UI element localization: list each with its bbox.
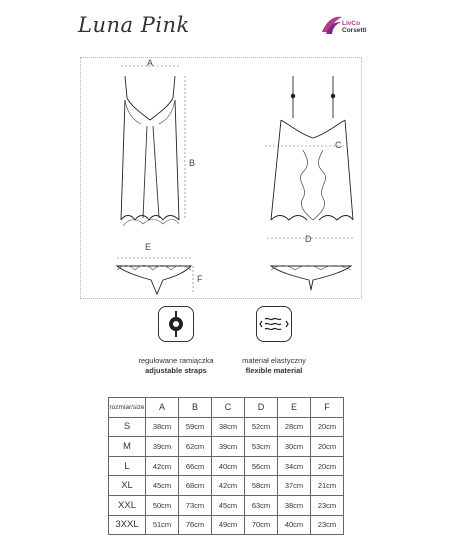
table-cell: 39cm — [146, 437, 179, 457]
table-cell: 42cm — [212, 476, 245, 496]
table-cell: 42cm — [146, 456, 179, 476]
table-cell: 68cm — [179, 476, 212, 496]
front-thong — [117, 266, 191, 294]
size-label: 3XXL — [109, 515, 146, 535]
size-label: M — [109, 437, 146, 457]
table-cell: 21cm — [311, 476, 344, 496]
size-label: S — [109, 417, 146, 437]
feature-label-pl: materiał elastyczny — [242, 356, 306, 365]
table-row — [109, 515, 344, 535]
feature-label-en: adjustable straps — [145, 366, 207, 375]
table-cell: 37cm — [278, 476, 311, 496]
brand-wing-icon — [320, 14, 344, 36]
front-ribbon-left — [143, 126, 147, 218]
elastic-material-icon — [256, 306, 292, 342]
table-cell: 23cm — [311, 515, 344, 535]
table-cell: 59cm — [179, 417, 212, 437]
table-cell: 53cm — [245, 437, 278, 457]
table-cell: 20cm — [311, 437, 344, 457]
dim-label-c: C — [335, 140, 342, 150]
feature-flexible-material — [214, 306, 334, 376]
table-row — [109, 476, 344, 496]
brand-name-line1: LivCo — [342, 20, 361, 27]
table-cell: 20cm — [311, 417, 344, 437]
back-strap-slider-right — [331, 94, 335, 98]
front-ribbon-right — [153, 126, 159, 218]
table-cell: 30cm — [278, 437, 311, 457]
front-strap-right — [173, 76, 175, 98]
table-cell: 45cm — [212, 495, 245, 515]
table-cell: 52cm — [245, 417, 278, 437]
dim-label-f: F — [197, 274, 203, 284]
table-cell: 49cm — [212, 515, 245, 535]
garment-drawings — [81, 58, 361, 298]
dim-label-b: B — [189, 158, 196, 168]
table-cell: 76cm — [179, 515, 212, 535]
column-header: C — [212, 398, 245, 418]
column-header: A — [146, 398, 179, 418]
size-table — [108, 397, 344, 535]
dim-label-d: D — [305, 234, 312, 244]
table-cell: 51cm — [146, 515, 179, 535]
back-lace-panel — [300, 150, 325, 220]
table-cell: 50cm — [146, 495, 179, 515]
brand-logo — [320, 14, 380, 44]
feature-label-pl: regulowane ramiączka — [138, 356, 214, 365]
table-cell: 40cm — [278, 515, 311, 535]
table-row — [109, 417, 344, 437]
back-strap-slider-left — [291, 94, 295, 98]
feature-label-en: flexible material — [245, 366, 303, 375]
column-header: B — [179, 398, 212, 418]
product-title: Luna Pink — [78, 13, 190, 37]
front-strap-left — [125, 76, 127, 98]
size-table-header — [109, 398, 344, 418]
table-row — [109, 437, 344, 457]
adjustable-strap-icon — [158, 306, 194, 342]
table-cell: 23cm — [311, 495, 344, 515]
front-hem-scallop — [123, 220, 179, 227]
table-cell: 66cm — [179, 456, 212, 476]
size-table-corner: rozmiar/size — [109, 398, 146, 418]
table-cell: 34cm — [278, 456, 311, 476]
table-cell: 58cm — [245, 476, 278, 496]
table-row — [109, 495, 344, 515]
column-header: E — [278, 398, 311, 418]
table-cell: 70cm — [245, 515, 278, 535]
size-label: XL — [109, 476, 146, 496]
table-cell: 56cm — [245, 456, 278, 476]
back-neckline — [281, 120, 345, 138]
size-label: L — [109, 456, 146, 476]
table-cell: 40cm — [212, 456, 245, 476]
table-cell: 38cm — [278, 495, 311, 515]
table-cell: 62cm — [179, 437, 212, 457]
table-cell: 28cm — [278, 417, 311, 437]
table-cell: 20cm — [311, 456, 344, 476]
column-header: F — [311, 398, 344, 418]
front-sides — [121, 100, 179, 220]
table-cell: 63cm — [245, 495, 278, 515]
brand-name-line2: Corsetti — [342, 27, 367, 34]
back-sides — [271, 120, 353, 220]
table-row — [109, 456, 344, 476]
table-cell: 39cm — [212, 437, 245, 457]
size-label: XXL — [109, 495, 146, 515]
back-thong — [271, 266, 351, 290]
measurement-diagram — [80, 57, 362, 299]
table-cell: 38cm — [212, 417, 245, 437]
table-cell: 73cm — [179, 495, 212, 515]
table-cell: 38cm — [146, 417, 179, 437]
column-header: D — [245, 398, 278, 418]
front-neckline — [127, 98, 173, 120]
dim-label-a: A — [147, 58, 154, 68]
table-cell: 45cm — [146, 476, 179, 496]
dim-label-e: E — [145, 242, 152, 252]
